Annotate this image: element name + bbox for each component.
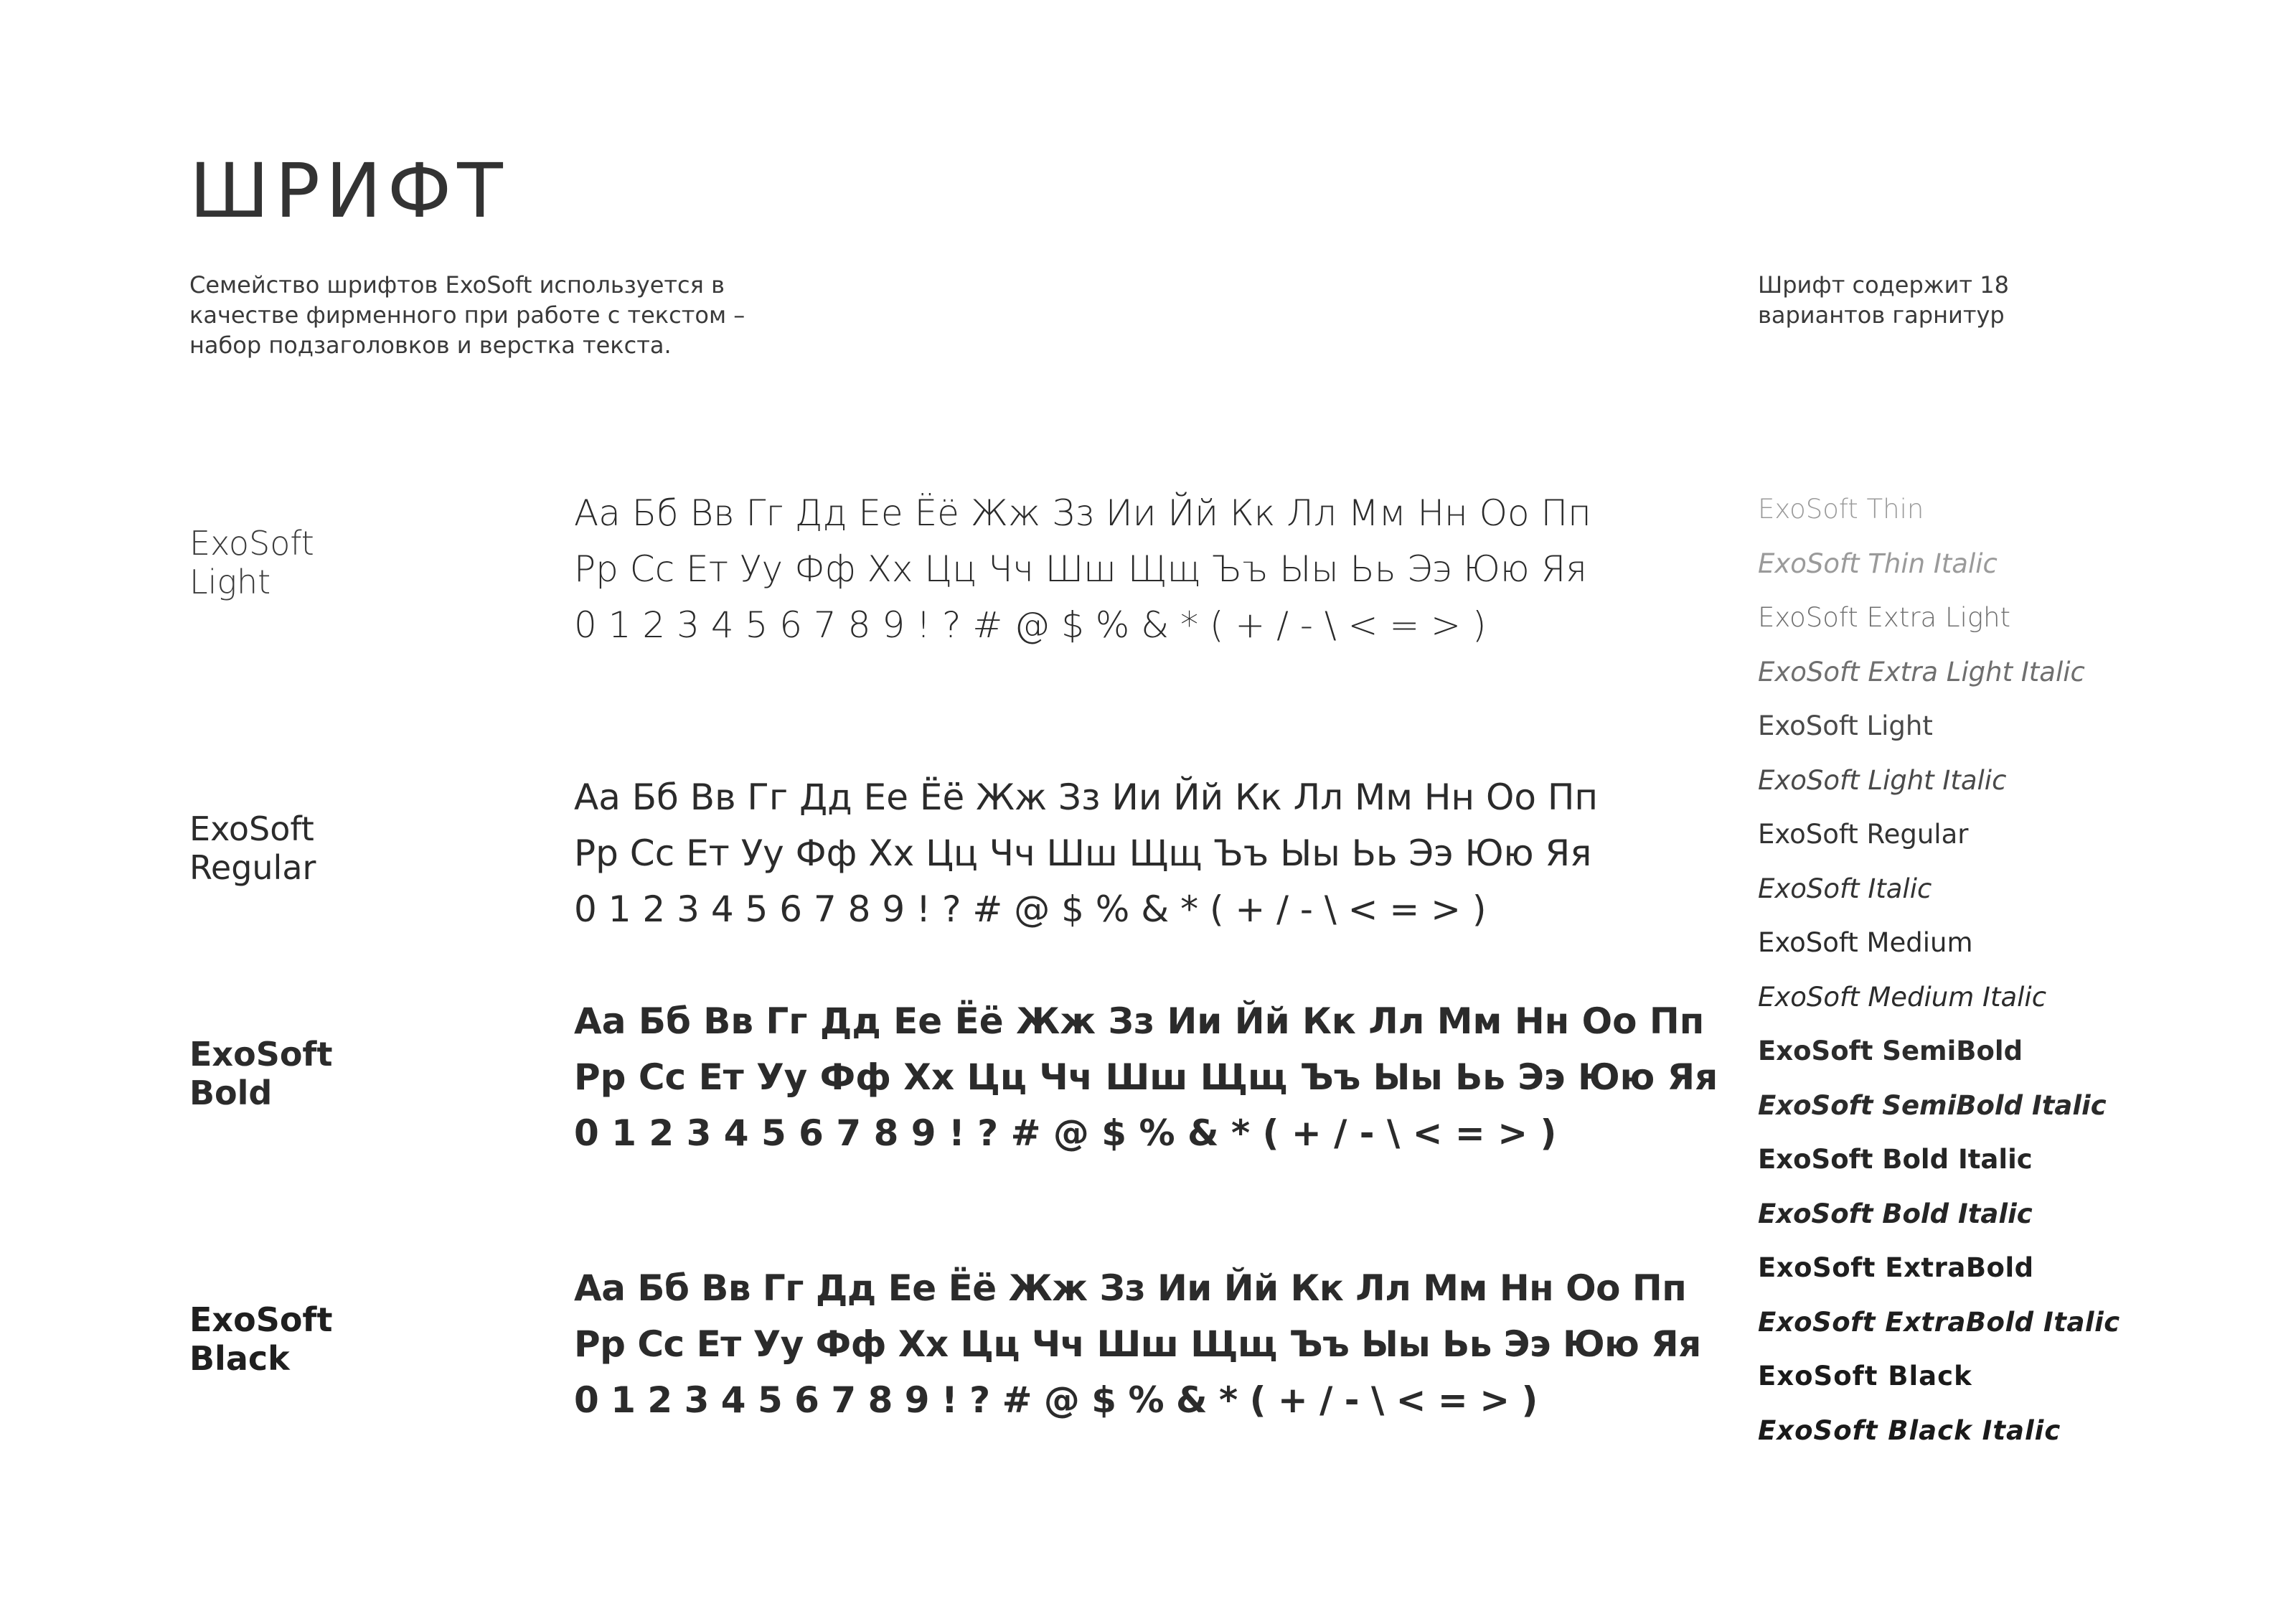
variant-thin-italic: ExoSoft Thin Italic bbox=[1758, 548, 1998, 579]
intro-text: Семейство шрифтов ExoSoft используется в качестве фирменного при работе с текстом – набор подзаголовков и верстка текста. bbox=[189, 271, 745, 359]
specimen-uppercase-line-2: Рр Сс Ет Уу Фф Хх Цц Чч Шш Щщ Ъъ Ыы Ьь Ээ Юю Яя bbox=[574, 1323, 1701, 1365]
variants-list bbox=[1758, 482, 2120, 1458]
variant-thin: ExoSoft Thin bbox=[1758, 494, 1924, 525]
specimen-uppercase-line-2: Рр Сс Ет Уу Фф Хх Цц Чч Шш Щщ Ъъ Ыы Ьь Ээ Юю Яя bbox=[574, 548, 1587, 590]
specimen-black-name bbox=[189, 1300, 332, 1378]
specimen-name-line: ExoSoft bbox=[189, 524, 314, 563]
specimen-uppercase-line-1: Аа Бб Вв Гг Дд Ее Ёё Жж Зз Ии Йй Кк Лл Мм Нн Оо Пп bbox=[574, 1267, 1687, 1309]
variant-medium: ExoSoft Medium bbox=[1758, 927, 1973, 958]
specimen-name-line: Regular bbox=[189, 848, 316, 887]
variant-black: ExoSoft Black bbox=[1758, 1361, 1972, 1391]
specimen-name-line: ExoSoft bbox=[189, 809, 314, 848]
variant-extra-light-italic: ExoSoft Extra Light Italic bbox=[1758, 656, 2085, 687]
variant-bold-italic-upright: ExoSoft Bold Italic bbox=[1758, 1144, 2033, 1175]
specimen-name-line: ExoSoft bbox=[189, 1300, 333, 1339]
variant-light: ExoSoft Light bbox=[1758, 710, 1933, 741]
variant-extrabold-italic: ExoSoft ExtraBold Italic bbox=[1758, 1306, 2120, 1338]
specimen-black-glyphs bbox=[574, 1260, 1701, 1428]
specimen-name-line: ExoSoft bbox=[189, 1035, 333, 1074]
variant-black-italic: ExoSoft Black Italic bbox=[1758, 1414, 2061, 1446]
specimen-digits-line: 0 1 2 3 4 5 6 7 8 9 ! ? # @ $ % & * ( + / - \ < = > ) bbox=[574, 1379, 1538, 1421]
variant-light-italic: ExoSoft Light Italic bbox=[1758, 764, 2007, 796]
variant-semibold: ExoSoft SemiBold bbox=[1758, 1036, 2023, 1066]
specimen-uppercase-line-1: Аа Бб Вв Гг Дд Ее Ёё Жж Зз Ии Йй Кк Лл Мм Нн Оо Пп bbox=[574, 1000, 1705, 1042]
specimen-bold-name bbox=[189, 1035, 332, 1112]
specimen-uppercase-line-2: Рр Сс Ет Уу Фф Хх Цц Чч Шш Щщ Ъъ Ыы Ьь Ээ Юю Яя bbox=[574, 1056, 1718, 1098]
variant-medium-italic: ExoSoft Medium Italic bbox=[1758, 981, 2047, 1013]
variant-extra-light: ExoSoft Extra Light bbox=[1758, 602, 2011, 633]
variants-count-note: Шрифт содержит 18 вариантов гарнитур bbox=[1758, 271, 2009, 329]
specimen-uppercase-line-1: Аа Бб Вв Гг Дд Ее Ёё Жж Зз Ии Йй Кк Лл Мм Нн Оо Пп bbox=[574, 776, 1599, 818]
specimen-uppercase-line-1: Аа Бб Вв Гг Дд Ее Ёё Жж Зз Ии Йй Кк Лл Мм Нн Оо Пп bbox=[574, 492, 1591, 534]
page-title: ШРИФТ bbox=[189, 147, 509, 235]
specimen-light-glyphs bbox=[574, 485, 1591, 653]
specimen-uppercase-line-2: Рр Сс Ет Уу Фф Хх Цц Чч Шш Щщ Ъъ Ыы Ьь Ээ Юю Яя bbox=[574, 832, 1592, 874]
specimen-digits-line: 0 1 2 3 4 5 6 7 8 9 ! ? # @ $ % & * ( + / - \ < = > ) bbox=[574, 1112, 1557, 1154]
specimen-digits-line: 0 1 2 3 4 5 6 7 8 9 ! ? # @ $ % & * ( + / - \ < = > ) bbox=[574, 604, 1487, 646]
variant-semibold-italic: ExoSoft SemiBold Italic bbox=[1758, 1089, 2107, 1121]
variant-extrabold: ExoSoft ExtraBold bbox=[1758, 1252, 2034, 1283]
variant-bold-italic: ExoSoft Bold Italic bbox=[1758, 1198, 2033, 1229]
variant-italic: ExoSoft Italic bbox=[1758, 873, 1932, 904]
specimen-regular-glyphs bbox=[574, 769, 1598, 937]
specimen-name-line: Black bbox=[189, 1339, 290, 1378]
specimen-name-line: Light bbox=[189, 563, 271, 601]
specimen-name-line: Bold bbox=[189, 1074, 273, 1112]
specimen-bold-glyphs bbox=[574, 993, 1718, 1161]
variant-regular: ExoSoft Regular bbox=[1758, 819, 1969, 850]
specimen-light-name bbox=[189, 524, 314, 601]
specimen-regular-name bbox=[189, 809, 316, 887]
specimen-digits-line: 0 1 2 3 4 5 6 7 8 9 ! ? # @ $ % & * ( + / - \ < = > ) bbox=[574, 888, 1487, 930]
